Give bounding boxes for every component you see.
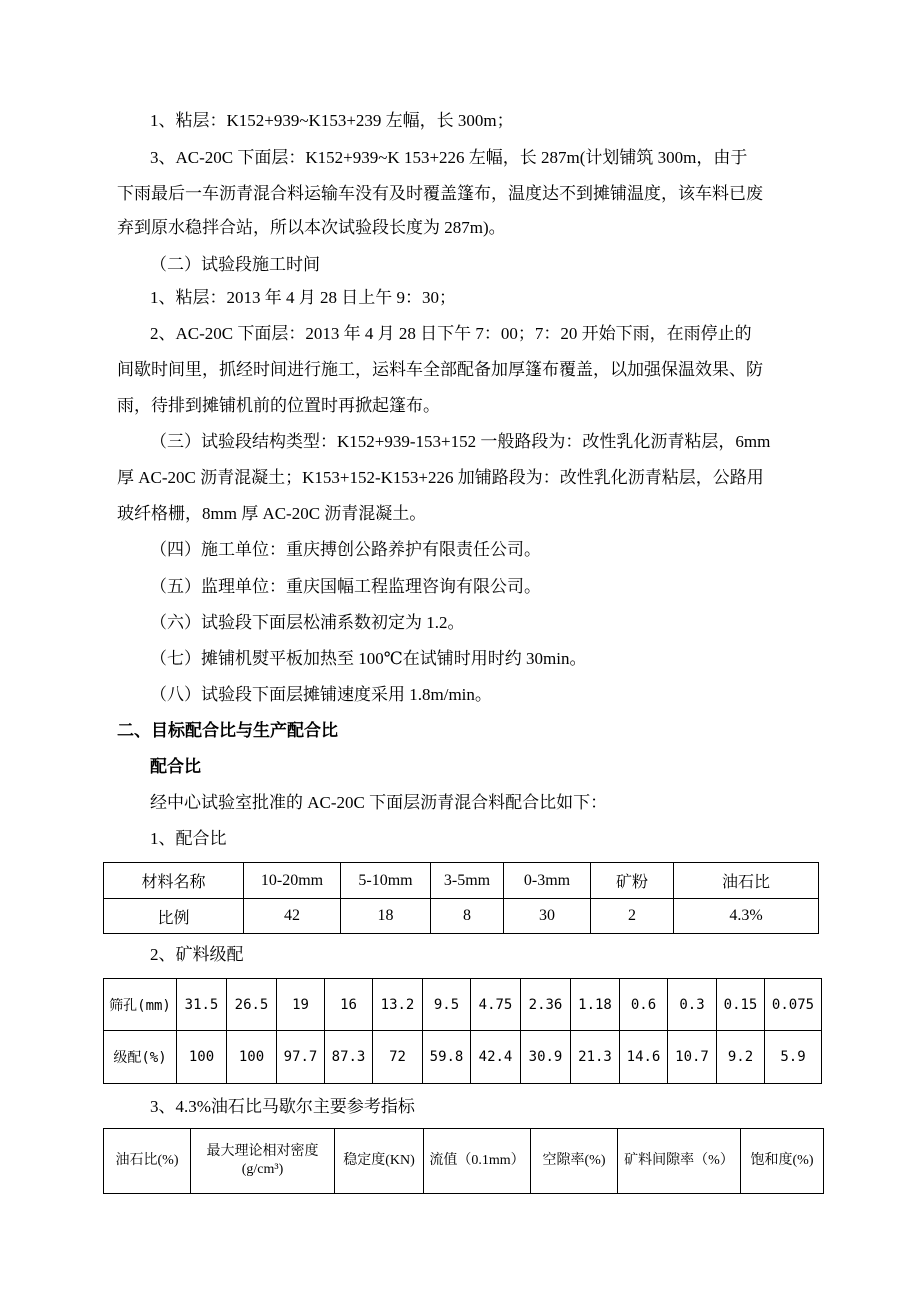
table-cell: 流值（0.1mm） xyxy=(424,1129,531,1194)
table-cell: 100 xyxy=(177,1031,227,1084)
text-line: 弃到原水稳拌合站，所以本次试验段长度为 287m)。 xyxy=(117,218,506,237)
table-cell: 饱和度(%) xyxy=(741,1129,824,1194)
table-cell: 2 xyxy=(591,899,674,934)
table-cell: 13.2 xyxy=(373,979,423,1031)
text-line: 雨，待排到摊铺机前的位置时再掀起篷布。 xyxy=(117,396,440,415)
text-line: 经中心试验室批准的 AC-20C 下面层沥青混合料配合比如下： xyxy=(150,793,608,812)
grading-table xyxy=(103,978,822,1084)
text-line: 玻纤格栅，8mm 厚 AC-20C 沥青混凝土。 xyxy=(117,504,427,523)
table-cell: 比例 xyxy=(104,899,244,934)
table-cell: 100 xyxy=(227,1031,277,1084)
text-line: 间歇时间里，抓经时间进行施工，运料车全部配备加厚篷布覆盖，以加强保温效果、防 xyxy=(117,360,763,379)
table-cell: 油石比(%) xyxy=(104,1129,191,1194)
table-cell: 5.9 xyxy=(765,1031,822,1084)
table-cell: 材料名称 xyxy=(104,863,244,899)
table-cell: 油石比 xyxy=(674,863,819,899)
text-line: （四）施工单位：重庆搏创公路养护有限责任公司。 xyxy=(150,540,541,559)
table-cell: 3-5mm xyxy=(431,863,504,899)
table-cell: 0.075 xyxy=(765,979,822,1031)
table-cell: 空隙率(%) xyxy=(531,1129,618,1194)
table-cell: 4.3% xyxy=(674,899,819,934)
text-line: 1、粘层：K152+939~K153+239 左幅，长 300m； xyxy=(150,111,514,130)
text-line: 1、配合比 xyxy=(150,829,227,848)
table-cell: 42.4 xyxy=(471,1031,521,1084)
table-cell: 5-10mm xyxy=(341,863,431,899)
subheading: 配合比 xyxy=(150,757,201,776)
text-line: （五）监理单位：重庆国幅工程监理咨询有限公司。 xyxy=(150,577,541,596)
table-cell: 59.8 xyxy=(423,1031,471,1084)
table-cell: 9.2 xyxy=(717,1031,765,1084)
table-cell: 矿粉 xyxy=(591,863,674,899)
mix-ratio-table xyxy=(103,862,819,934)
marshall-table xyxy=(103,1128,824,1194)
text-line: 3、4.3%油石比马歇尔主要参考指标 xyxy=(150,1097,415,1116)
table-cell: 10-20mm xyxy=(244,863,341,899)
text-line: （八）试验段下面层摊铺速度采用 1.8m/min。 xyxy=(150,685,492,704)
text-line: 厚 AC-20C 沥青混凝土；K153+152-K153+226 加铺路段为：改性乳化沥青粘层，公路用 xyxy=(117,468,764,487)
table-cell: 26.5 xyxy=(227,979,277,1031)
text-line: （三）试验段结构类型：K152+939-153+152 一般路段为：改性乳化沥青粘层，6mm xyxy=(150,432,771,451)
table-cell: 0.6 xyxy=(620,979,668,1031)
text-line: 2、AC-20C 下面层：2013 年 4 月 28 日下午 7：00；7：20 开始下雨，在雨停止的 xyxy=(150,324,752,343)
table-cell: 21.3 xyxy=(571,1031,620,1084)
text-line: 3、AC-20C 下面层：K152+939~K 153+226 左幅，长 287m(计划铺筑 300m，由于 xyxy=(150,148,748,167)
section-heading: （二）试验段施工时间 xyxy=(150,255,320,274)
table-cell: 0.3 xyxy=(668,979,717,1031)
table-cell: 矿料间隙率（%） xyxy=(618,1129,741,1194)
text-line: 1、粘层：2013 年 4 月 28 日上午 9：30； xyxy=(150,288,456,307)
table-cell: 1.18 xyxy=(571,979,620,1031)
text-line: 下雨最后一车沥青混合料运输车没有及时覆盖篷布，温度达不到摊铺温度，该车料已废 xyxy=(117,184,763,203)
table-cell: 级配(%) xyxy=(104,1031,177,1084)
table-cell: 30.9 xyxy=(521,1031,571,1084)
table-cell: 筛孔(mm) xyxy=(104,979,177,1031)
cell-line: (g/cm³) xyxy=(241,1162,284,1177)
table-cell: 18 xyxy=(341,899,431,934)
section-heading: 二、目标配合比与生产配合比 xyxy=(117,721,338,740)
table-cell: 97.7 xyxy=(277,1031,325,1084)
cell-line: 最大理论相对密度 xyxy=(206,1144,319,1159)
text-line: （六）试验段下面层松浦系数初定为 1.2。 xyxy=(150,613,465,632)
table-cell: 稳定度(KN) xyxy=(335,1129,424,1194)
table-cell: 8 xyxy=(431,899,504,934)
table-cell: 30 xyxy=(504,899,591,934)
text-line: （七）摊铺机熨平板加热至 100℃在试铺时用时约 30min。 xyxy=(150,649,587,668)
table-cell: 19 xyxy=(277,979,325,1031)
table-cell: 4.75 xyxy=(471,979,521,1031)
table-cell xyxy=(191,1129,335,1194)
table-cell: 14.6 xyxy=(620,1031,668,1084)
table-cell: 2.36 xyxy=(521,979,571,1031)
table-cell: 16 xyxy=(325,979,373,1031)
table-cell: 31.5 xyxy=(177,979,227,1031)
table-cell: 0-3mm xyxy=(504,863,591,899)
table-cell: 42 xyxy=(244,899,341,934)
text-line: 2、矿料级配 xyxy=(150,945,244,964)
table-cell: 72 xyxy=(373,1031,423,1084)
table-cell: 87.3 xyxy=(325,1031,373,1084)
table-cell: 10.7 xyxy=(668,1031,717,1084)
table-cell: 9.5 xyxy=(423,979,471,1031)
table-cell: 0.15 xyxy=(717,979,765,1031)
